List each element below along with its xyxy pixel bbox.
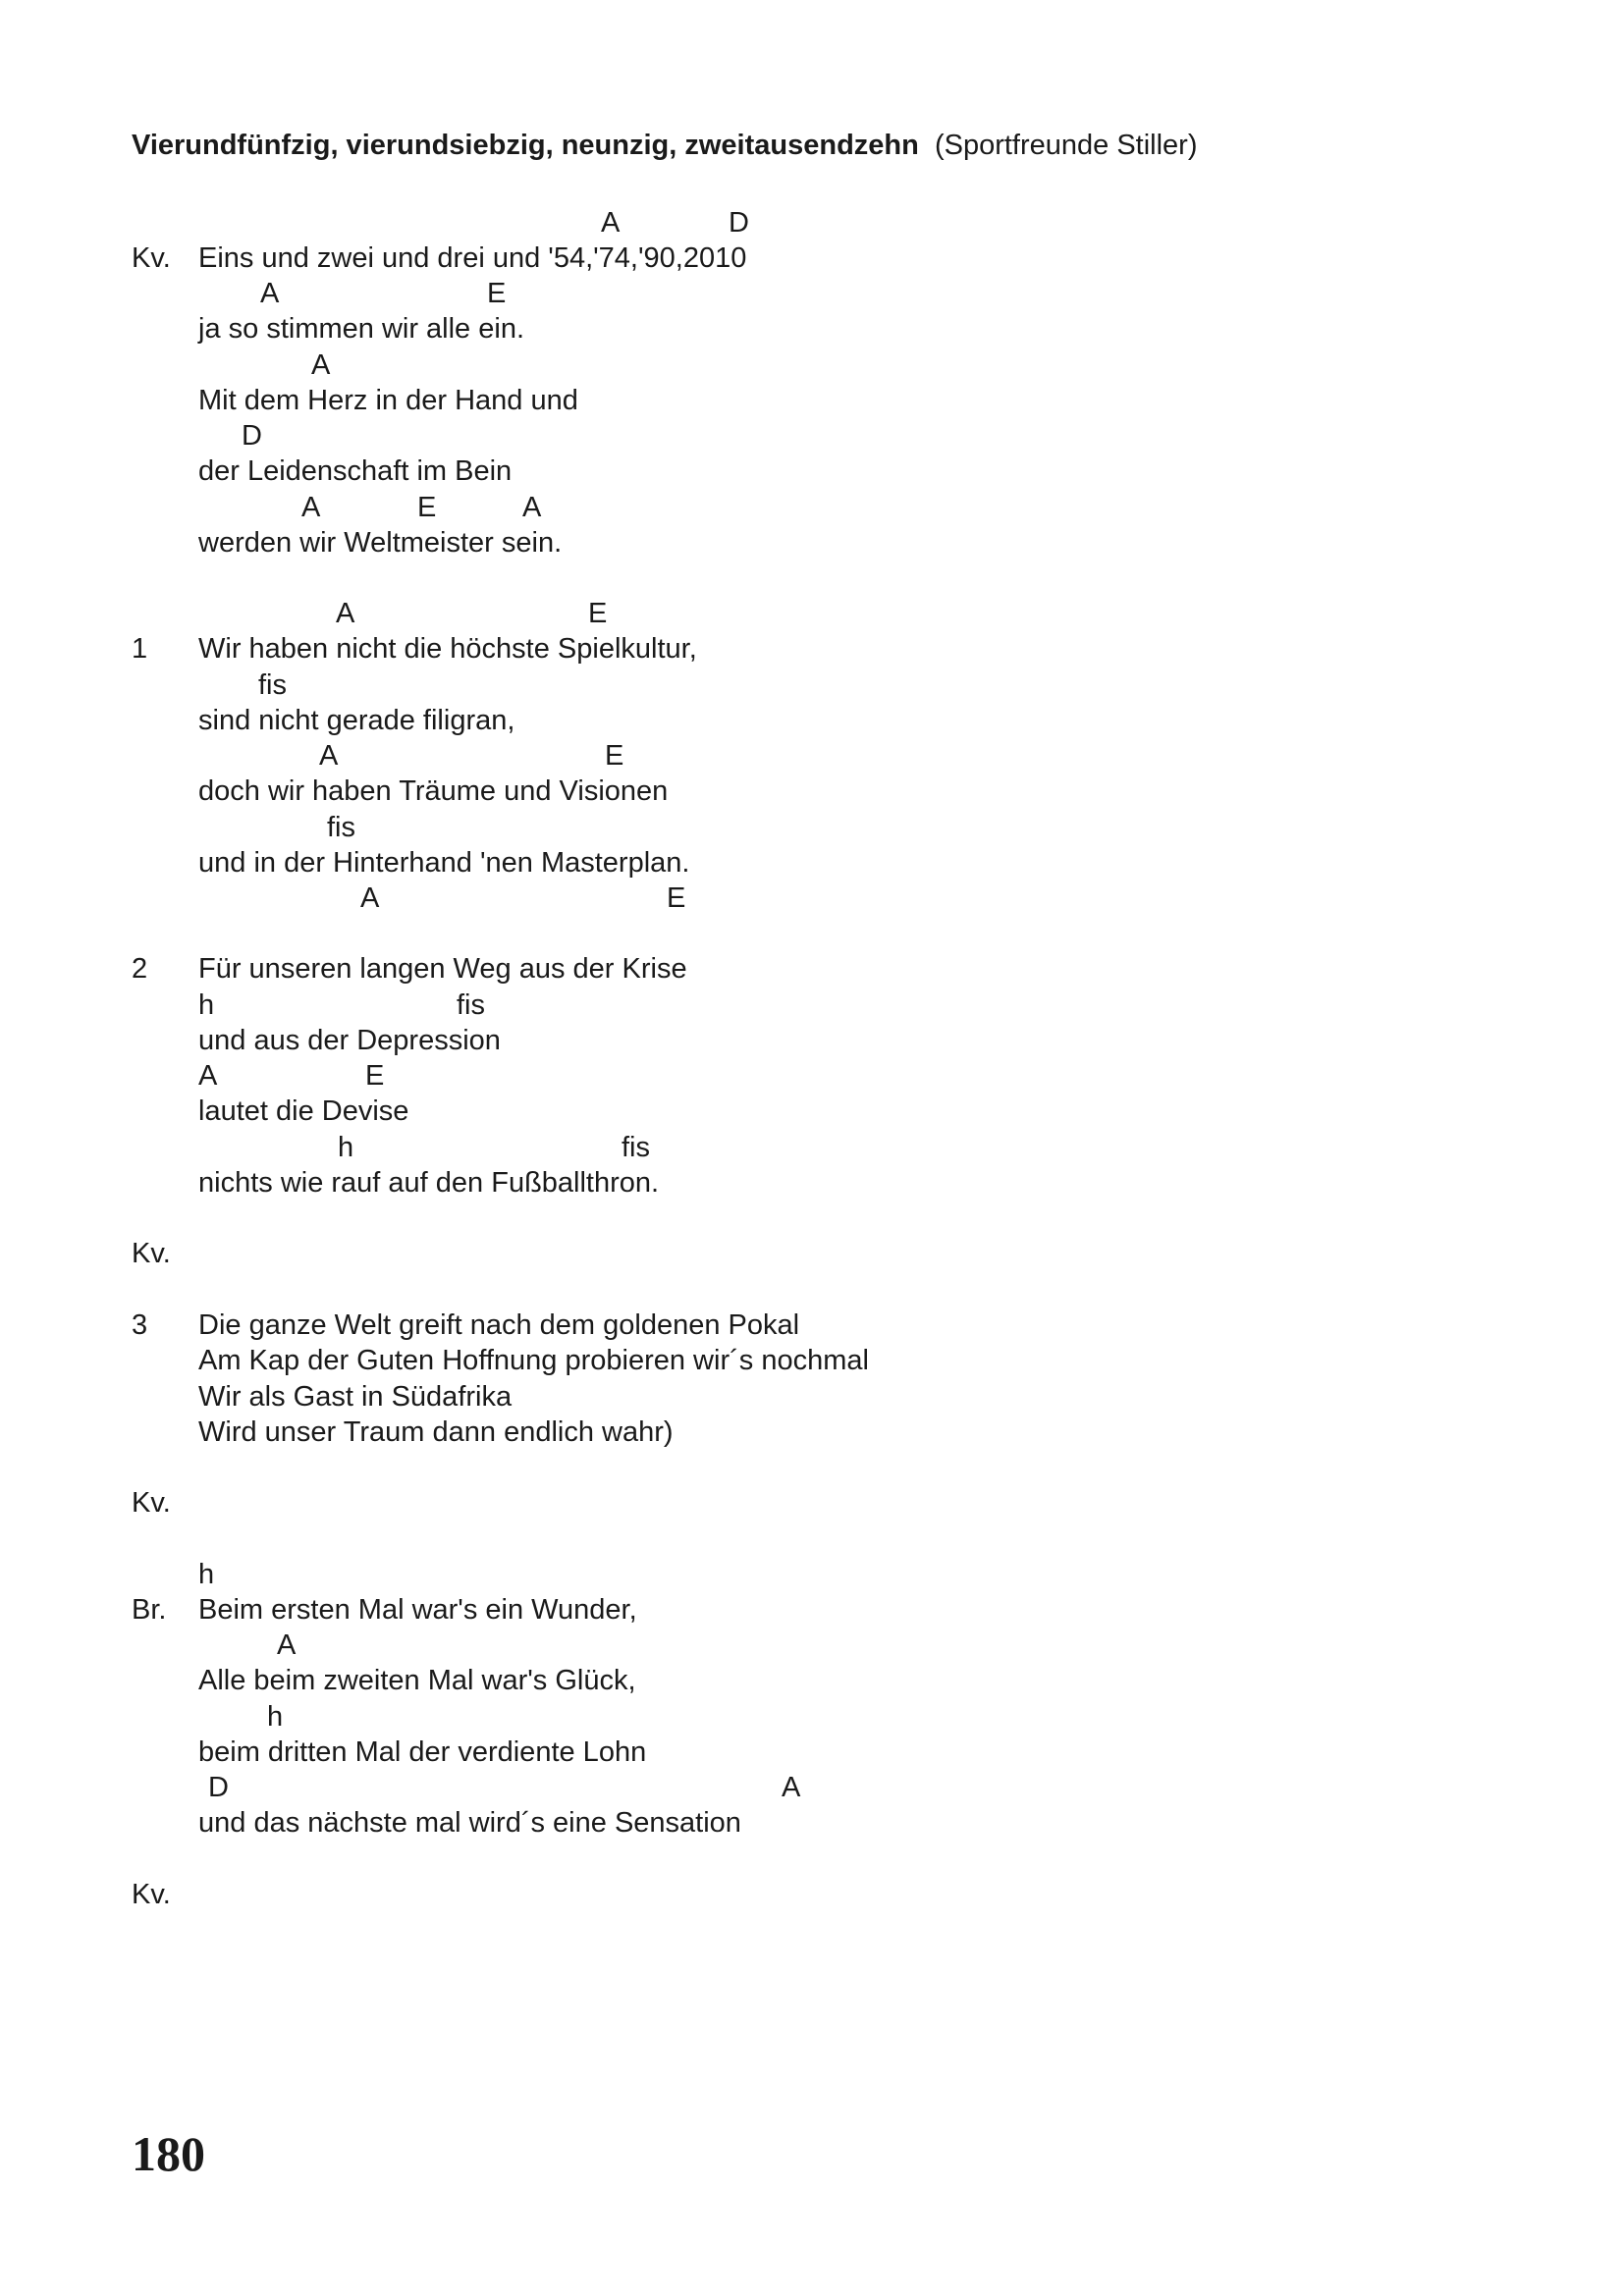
verse-label: 3 (132, 1309, 148, 1341)
chord: A (601, 207, 621, 239)
chord: E (667, 882, 686, 914)
chord: D (242, 420, 262, 452)
chord: E (605, 740, 624, 772)
lyric-line: Alle beim zweiten Mal war's Glück, (198, 1665, 636, 1696)
chorus-ref: Kv. (132, 1238, 171, 1269)
chord: E (417, 492, 437, 523)
lyric-line: werden wir Weltmeister sein. (198, 527, 563, 559)
chord: A (782, 1772, 801, 1803)
chord: E (487, 278, 507, 309)
lyric-line: Beim ersten Mal war's ein Wunder, (198, 1594, 637, 1626)
lyric-line: Für unseren langen Weg aus der Krise (198, 953, 687, 985)
chord: h (338, 1132, 354, 1163)
chord: fis (622, 1132, 650, 1163)
song-artist: (Sportfreunde Stiller) (934, 130, 1198, 161)
chord: D (729, 207, 749, 239)
bridge-label: Br. (132, 1594, 167, 1626)
chord: fis (457, 989, 485, 1021)
chord: h (267, 1701, 284, 1733)
chord: A (277, 1629, 297, 1661)
chord: A (336, 598, 355, 629)
lyric-line: Mit dem Herz in der Hand und (198, 385, 578, 416)
chorus-label: Kv. (132, 242, 171, 274)
chord: A (301, 492, 321, 523)
chord: fis (327, 812, 355, 843)
chorus-ref: Kv. (132, 1879, 171, 1910)
lyric-line: und aus der Depression (198, 1025, 501, 1056)
chord: A (260, 278, 280, 309)
chorus-ref: Kv. (132, 1487, 171, 1519)
lyric-line: nichts wie rauf auf den Fußballthron. (198, 1167, 660, 1199)
lyric-line: Wir als Gast in Südafrika (198, 1381, 513, 1413)
chord: E (588, 598, 608, 629)
lyric-line: doch wir haben Träume und Visionen (198, 775, 669, 807)
lyric-line: Am Kap der Guten Hoffnung probieren wir´s nochmal (198, 1345, 869, 1376)
lyric-line: und das nächste mal wird´s eine Sensation (198, 1807, 741, 1839)
lyric-line: und in der Hinterhand 'nen Masterplan. (198, 847, 690, 879)
lyric-line: Die ganze Welt greift nach dem goldenen Pokal (198, 1309, 800, 1341)
verse-label: 2 (132, 953, 148, 985)
chord: h (198, 1559, 215, 1590)
lyric-line: Eins und zwei und drei und '54,'74,'90,2010 (198, 242, 747, 274)
lyric-line: ja so stimmen wir alle ein. (198, 313, 524, 345)
chord: h (198, 989, 215, 1021)
lyric-line: Wird unser Traum dann endlich wahr) (198, 1416, 674, 1448)
chord: A (360, 882, 380, 914)
chord: fis (258, 669, 287, 701)
song-title-line (132, 130, 1198, 162)
lyric-line: lautet die Devise (198, 1095, 409, 1127)
chord: D (208, 1772, 229, 1803)
lyric-line: Wir haben nicht die höchste Spielkultur, (198, 633, 697, 665)
chord: A (522, 492, 542, 523)
verse-label: 1 (132, 633, 148, 665)
page-number: 180 (132, 2126, 205, 2181)
chord: E (365, 1060, 385, 1092)
chord: A (319, 740, 339, 772)
lyric-line: sind nicht gerade filigran, (198, 705, 515, 736)
lyric-line: der Leidenschaft im Bein (198, 455, 513, 487)
lyric-line: beim dritten Mal der verdiente Lohn (198, 1736, 647, 1768)
song-title: Vierundfünfzig, vierundsiebzig, neunzig, zweitausendzehn (132, 130, 919, 161)
chord: A (311, 349, 331, 381)
chord: A (198, 1060, 218, 1092)
